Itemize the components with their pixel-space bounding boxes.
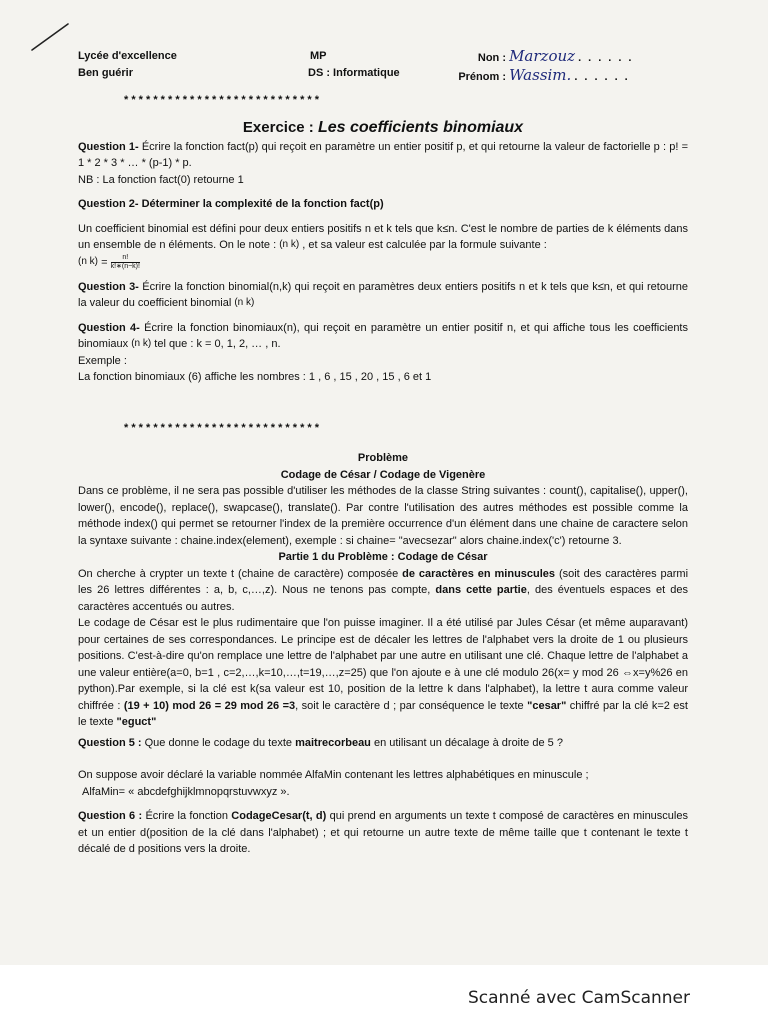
question-4-text-a: Écrire la fonction binomiaux(n), qui reçoit en paramètre un entier positif n, et qui affiche tous les coefficients binomiaux — [78, 321, 688, 351]
problem-content — [78, 450, 688, 858]
prenom-handwritten: Wassim. — [509, 66, 572, 84]
question-4-label: Question 4- — [78, 321, 140, 334]
question-5-label: Question 5 : — [78, 736, 142, 749]
question-1-text: Écrire la fonction fact(p) qui reçoit en paramètre un entier positif p, et qui retourne la valeur de factorielle p : p! = 1 * 2 * 3 * … * (p-1) * p. — [78, 140, 688, 169]
binomial-intro-a: Un coefficient binomial est défini pour deux entiers positifs n et k tels que k≤n. C'est le nombre de parties de k éléments dans un ensemble de n éléments. On le note : — [78, 222, 688, 252]
question-6-text-a: Écrire la fonction — [145, 810, 228, 822]
alfamin-paragraph-1: On suppose avoir déclaré la variable nommée AlfaMin contenant les lettres alphabétiques en minuscule ; — [78, 769, 589, 781]
formula-numerator: n! — [111, 254, 140, 263]
question-5-text-b: maitrecorbeau — [295, 736, 371, 749]
formula-binom-symbol: (n k) — [78, 255, 98, 267]
part1-title: Partie 1 du Problème : Codage de César — [278, 551, 488, 563]
example-label: Exemple : — [78, 354, 127, 367]
question-4 — [78, 320, 688, 353]
binomial-intro-b: , et sa valeur est calculée par la formule suivante : — [302, 239, 547, 252]
exam-header — [78, 48, 688, 88]
question-6-label: Question 6 : — [78, 810, 143, 822]
student-prenom-row — [448, 67, 638, 86]
part1-p2-f: "eguct" — [116, 716, 157, 728]
formula-fraction — [111, 254, 140, 271]
part1-p1-b: de caractères en minuscules — [402, 567, 556, 580]
nom-handwritten: Marzouz — [509, 47, 576, 65]
question-3-text: Écrire la fonction binomial(n,k) qui reçoit en paramètres deux entiers positifs n et k tels que k≤n, et qui retourne la valeur du coefficient binomial — [78, 280, 688, 310]
question-2-text: Déterminer la complexité de la fonction fact(p) — [141, 198, 384, 210]
nom-dots: ...... — [578, 52, 639, 64]
alfamin-paragraph-2: AlfaMin= « abcdefghijklmnopqrstuvwxyz ». — [82, 785, 290, 798]
problem-intro: Dans ce problème, il ne sera pas possible d'utiliser les méthodes de la classe String suivantes : count(), capitalise(), upper(), lower(), encode(), replace(), swapcase(), translate(). Par contre l'utilisation des autres méthodes est possible comme la méthode index() qui permet se retourner l'index de la première occurrence d'un élément dans une chaine de caractere selon la syntaxe suivante : chaine.index(element), exemple : si chaine= "avecsezar" alors chaine.index('c') retourne 3. — [78, 485, 688, 547]
part1-p1-a: On cherche à crypter un texte t (chaine de caractère) composée — [78, 567, 399, 580]
question-3 — [78, 279, 688, 312]
question-5-text-a: Que donne le codage du texte — [144, 736, 293, 749]
school-info — [78, 48, 177, 82]
separator-middle: * * * * * * * * * * * * * * * * * * * * * * * * * * * — [124, 422, 320, 434]
exercise-title-text: Les coefficients binomiaux — [317, 119, 524, 136]
problem-subtitle: Codage de César / Codage de Vigenère — [280, 468, 486, 481]
main-content — [78, 120, 688, 386]
question-4-binom: (n k) — [131, 338, 152, 350]
question-2-label: Question 2- — [78, 198, 139, 210]
question-5 — [78, 735, 688, 752]
part1-p2-d: "cesar" — [527, 699, 567, 712]
question-1-label: Question 1- — [78, 140, 139, 153]
exercise-title — [78, 120, 688, 137]
nom-label: Non : — [477, 52, 506, 64]
student-nom-row — [448, 48, 638, 67]
question-3-binom: (n k) — [234, 297, 255, 309]
pen-stroke-mark — [30, 20, 70, 54]
school-city: Ben guérir — [78, 67, 134, 79]
part1-p2-c: , soit le caractère d ; par conséquence le texte — [295, 699, 524, 712]
binomial-formula: (n k) = $\frac{n!}{k!∗(n-k)!}$ — [78, 253, 140, 270]
exam-info — [308, 48, 400, 82]
binom-symbol: (n k) — [279, 239, 300, 250]
part1-p2-e: chiffré par la clé k=2 est le texte — [78, 699, 688, 728]
part1-p2-a: Le codage de César est le plus rudimentaire que l'on puisse imaginer. Il a été utilisé par Jules César (et même auparavant) pour certaines de ses correspondances. Le principe est de décaler les lettres de l'alphabet vers la droite de 1 ou plusieurs positions. C'est-à-dire qu'on remplace une lettre de l'alphabet par une autre en utilisant une clé. Chaque lettre de l'alphabet a une valeur entière(a=0, b=1 , c=2,…,k=10,…,t=19,…,z=25) que l'on ajoute e à une clé modulo 26(x= y mod 26 ⇔x=y%26 en python).Par exemple, si la clé est k(sa valeur est 10, position de la lettre k dans l'alphabet), la lettre t aura comme valeur chiffrée : — [78, 617, 688, 712]
question-6-text-b: CodageCesar(t, d) — [231, 810, 327, 822]
part1-paragraph-1 — [78, 566, 688, 616]
question-1 — [78, 139, 688, 172]
question-3-label: Question 3- — [78, 280, 139, 293]
question-6-text-c: qui prend en arguments un texte t composé de caractères en minuscules et un entier d(position de la clé dans l'alphabet) ; et qui retourne un autre texte de même taille que t contenant le texte t décalé de d positions vers la droite. — [78, 810, 688, 855]
part1-p1-c: (soit des caractères parmi les 26 lettres différentes : a, b, c,…,z). Nous ne tenons pas compte, — [78, 567, 689, 596]
part1-p2-b: (19 + 10) mod 26 = 29 mod 26 =3 — [123, 699, 296, 712]
separator-top: * * * * * * * * * * * * * * * * * * * * * * * * * * * — [124, 94, 320, 106]
exercise-title-prefix: Exercice : — [242, 119, 314, 136]
example-text: La fonction binomiaux (6) affiche les nombres : 1 , 6 , 15 , 20 , 15 , 6 et 1 — [78, 371, 432, 384]
exam-name: DS : Informatique — [308, 67, 400, 79]
prenom-dots: ...... — [574, 71, 635, 83]
question-4-text-b: tel que : k = 0, 1, 2, … , n. — [154, 338, 281, 351]
formula-denominator: k!∗(n−k)! — [110, 262, 140, 270]
camscanner-watermark: Scanné avec CamScanner — [467, 988, 690, 1008]
question-6 — [78, 808, 688, 858]
question-2 — [78, 196, 688, 213]
nb-note: NB : La fonction fact(0) retourne 1 — [78, 173, 244, 186]
binomial-definition — [78, 221, 688, 254]
part1-paragraph-2 — [78, 615, 688, 731]
question-5-text-c: en utilisant un décalage à droite de 5 ? — [373, 736, 563, 749]
school-name: Lycée d'excellence — [78, 50, 177, 62]
part1-p1-e: , des éventuels espaces et des caractères accentués ou autres. — [78, 584, 688, 613]
prenom-label: Prénom : — [458, 71, 506, 83]
problem-title: Problème — [357, 452, 409, 464]
part1-p1-d: dans cette partie — [435, 584, 527, 596]
class-name: MP — [310, 50, 327, 62]
student-info — [448, 48, 638, 86]
